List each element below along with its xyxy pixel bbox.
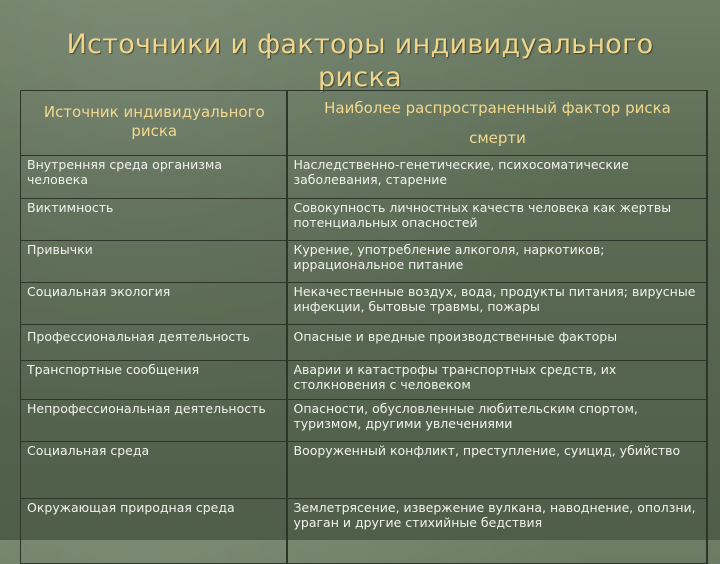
factor-cell: Аварии и катастрофы транспортных средств, их столкновения с человеком xyxy=(287,361,707,400)
factor-cell: Наследственно-генетические, психосоматические заболевания, старение xyxy=(287,156,707,199)
source-cell: Социальная экология xyxy=(21,283,287,325)
table-row xyxy=(21,325,707,361)
factor-cell: Землетрясение, извержение вулкана, наводнение, оползни, ураган и другие стихийные бедствия xyxy=(287,499,707,564)
table-header-row xyxy=(21,91,707,156)
table-row xyxy=(21,499,707,564)
factor-cell: Вооруженный конфликт, преступление, суицид, убийство xyxy=(287,442,707,499)
source-cell: Транспортные сообщения xyxy=(21,361,287,400)
factor-cell: Некачественные воздух, вода, продукты питания; вирусные инфекции, бытовые травмы, пожары xyxy=(287,283,707,325)
table-row xyxy=(21,400,707,442)
table-row xyxy=(21,361,707,400)
table-row xyxy=(21,283,707,325)
source-cell: Внутренняя среда организма человека xyxy=(21,156,287,199)
factor-cell: Курение, употребление алкоголя, наркотиков; иррациональное питание xyxy=(287,241,707,283)
header-factor: Наиболее распространенный фактор риска смерти xyxy=(287,91,707,156)
factor-cell: Опасные и вредные производственные факторы xyxy=(287,325,707,361)
factor-cell: Совокупность личностных качеств человека как жертвы потенциальных опасностей xyxy=(287,199,707,241)
table-row xyxy=(21,199,707,241)
table-row xyxy=(21,442,707,499)
source-cell: Социальная среда xyxy=(21,442,287,499)
table-row xyxy=(21,156,707,199)
source-cell: Профессиональная деятельность xyxy=(21,325,287,361)
risk-factors-table xyxy=(20,90,708,564)
source-cell: Виктимность xyxy=(21,199,287,241)
factor-cell: Опасности, обусловленные любительским спортом, туризмом, другими увлечениями xyxy=(287,400,707,442)
source-cell: Окружающая природная среда xyxy=(21,499,287,564)
table-row xyxy=(21,241,707,283)
slide-title: Источники и факторы индивидуального риска xyxy=(66,29,654,93)
header-source: Источник индивидуального риска xyxy=(21,91,287,156)
source-cell: Привычки xyxy=(21,241,287,283)
source-cell: Непрофессиональная деятельность xyxy=(21,400,287,442)
